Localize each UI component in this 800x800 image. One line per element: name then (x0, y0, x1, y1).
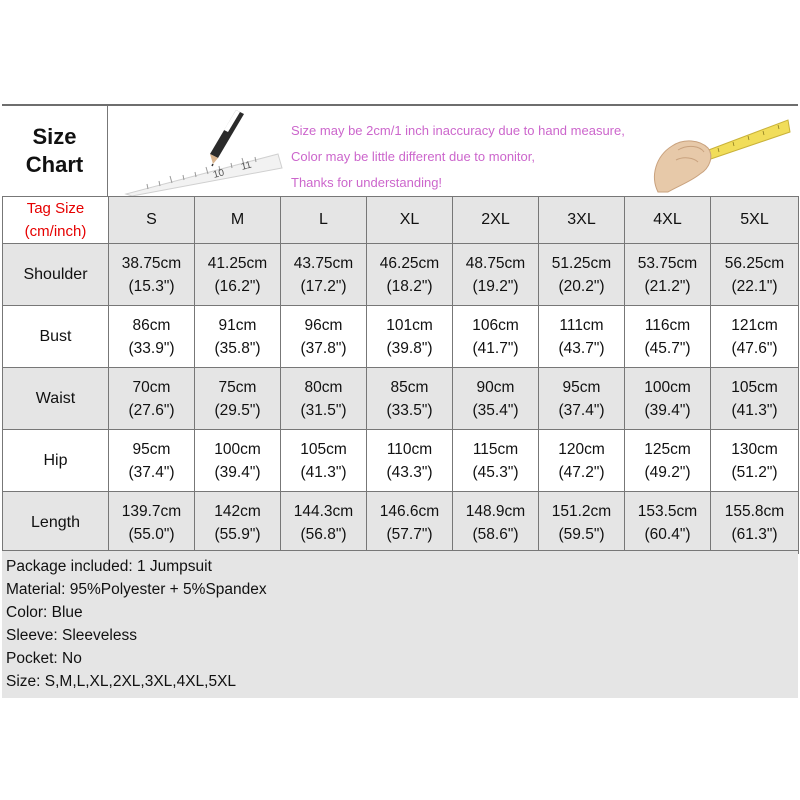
table-cell: 41.25cm (16.2") (195, 244, 281, 306)
title-line-2: Chart (25, 152, 84, 177)
size-header: 4XL (625, 197, 711, 244)
row-label: Length (3, 492, 109, 554)
table-cell: 95cm (37.4") (109, 430, 195, 492)
table-cell: 85cm (33.5") (367, 368, 453, 430)
row-label: Hip (3, 430, 109, 492)
table-cell: 46.25cm (18.2") (367, 244, 453, 306)
size-header: L (281, 197, 367, 244)
detail-sizes: Size: S,M,L,XL,2XL,3XL,4XL,5XL (6, 673, 237, 690)
table-cell: 53.75cm (21.2") (625, 244, 711, 306)
table-cell: 100cm (39.4") (195, 430, 281, 492)
table-row-waist (3, 368, 799, 430)
size-table (2, 196, 799, 554)
table-cell: 111cm (43.7") (539, 306, 625, 368)
product-details (2, 550, 798, 698)
table-cell: 106cm (41.7") (453, 306, 539, 368)
measurement-notes (291, 118, 625, 196)
table-cell: 91cm (35.8") (195, 306, 281, 368)
table-cell: 151.2cm (59.5") (539, 492, 625, 554)
size-header: S (109, 197, 195, 244)
detail-pocket: Pocket: No (6, 650, 82, 667)
detail-sleeve: Sleeve: Sleeveless (6, 627, 137, 644)
table-cell: 48.75cm (19.2") (453, 244, 539, 306)
tag-size-label: Tag Size (cm/inch) (3, 197, 109, 244)
table-cell: 43.75cm (17.2") (281, 244, 367, 306)
size-header: M (195, 197, 281, 244)
size-header-row (3, 197, 799, 244)
chart-title (2, 106, 108, 196)
table-cell: 116cm (45.7") (625, 306, 711, 368)
table-cell: 155.8cm (61.3") (711, 492, 799, 554)
size-header: 3XL (539, 197, 625, 244)
table-row-bust (3, 306, 799, 368)
title-line-1: Size (32, 124, 77, 149)
notice-banner (108, 106, 798, 196)
table-cell: 121cm (47.6") (711, 306, 799, 368)
table-cell: 146.6cm (57.7") (367, 492, 453, 554)
note-line-1: Size may be 2cm/1 inch inaccuracy due to hand measure, (291, 123, 625, 138)
table-cell: 96cm (37.8") (281, 306, 367, 368)
table-cell: 38.75cm (15.3") (109, 244, 195, 306)
ruler-number-10: 10 (211, 167, 226, 181)
table-cell: 100cm (39.4") (625, 368, 711, 430)
table-cell: 51.25cm (20.2") (539, 244, 625, 306)
table-cell: 80cm (31.5") (281, 368, 367, 430)
table-cell: 144.3cm (56.8") (281, 492, 367, 554)
table-cell: 148.9cm (58.6") (453, 492, 539, 554)
table-cell: 130cm (51.2") (711, 430, 799, 492)
size-header: 5XL (711, 197, 799, 244)
table-row-hip (3, 430, 799, 492)
detail-material: Material: 95%Polyester + 5%Spandex (6, 581, 267, 598)
chart-header (2, 106, 798, 196)
row-label: Waist (3, 368, 109, 430)
size-chart (2, 104, 798, 698)
row-label: Shoulder (3, 244, 109, 306)
detail-color: Color: Blue (6, 604, 83, 621)
table-cell: 125cm (49.2") (625, 430, 711, 492)
table-cell: 75cm (29.5") (195, 368, 281, 430)
table-cell: 70cm (27.6") (109, 368, 195, 430)
measuring-tape-hand-icon (638, 116, 793, 194)
note-line-3: Thanks for understanding! (291, 175, 443, 190)
ruler-number-11: 11 (239, 159, 253, 173)
note-line-2: Color may be little different due to monitor, (291, 149, 535, 164)
table-cell: 56.25cm (22.1") (711, 244, 799, 306)
table-cell: 101cm (39.8") (367, 306, 453, 368)
table-cell: 115cm (45.3") (453, 430, 539, 492)
table-cell: 105cm (41.3") (711, 368, 799, 430)
table-cell: 86cm (33.9") (109, 306, 195, 368)
detail-package: Package included: 1 Jumpsuit (6, 558, 212, 575)
table-row-shoulder (3, 244, 799, 306)
table-cell: 95cm (37.4") (539, 368, 625, 430)
table-cell: 110cm (43.3") (367, 430, 453, 492)
table-cell: 105cm (41.3") (281, 430, 367, 492)
table-cell: 142cm (55.9") (195, 492, 281, 554)
table-cell: 120cm (47.2") (539, 430, 625, 492)
row-label: Bust (3, 306, 109, 368)
table-cell: 90cm (35.4") (453, 368, 539, 430)
size-header: XL (367, 197, 453, 244)
table-row-length (3, 492, 799, 554)
ruler-pen-icon (118, 106, 288, 196)
table-cell: 153.5cm (60.4") (625, 492, 711, 554)
size-header: 2XL (453, 197, 539, 244)
table-cell: 139.7cm (55.0") (109, 492, 195, 554)
